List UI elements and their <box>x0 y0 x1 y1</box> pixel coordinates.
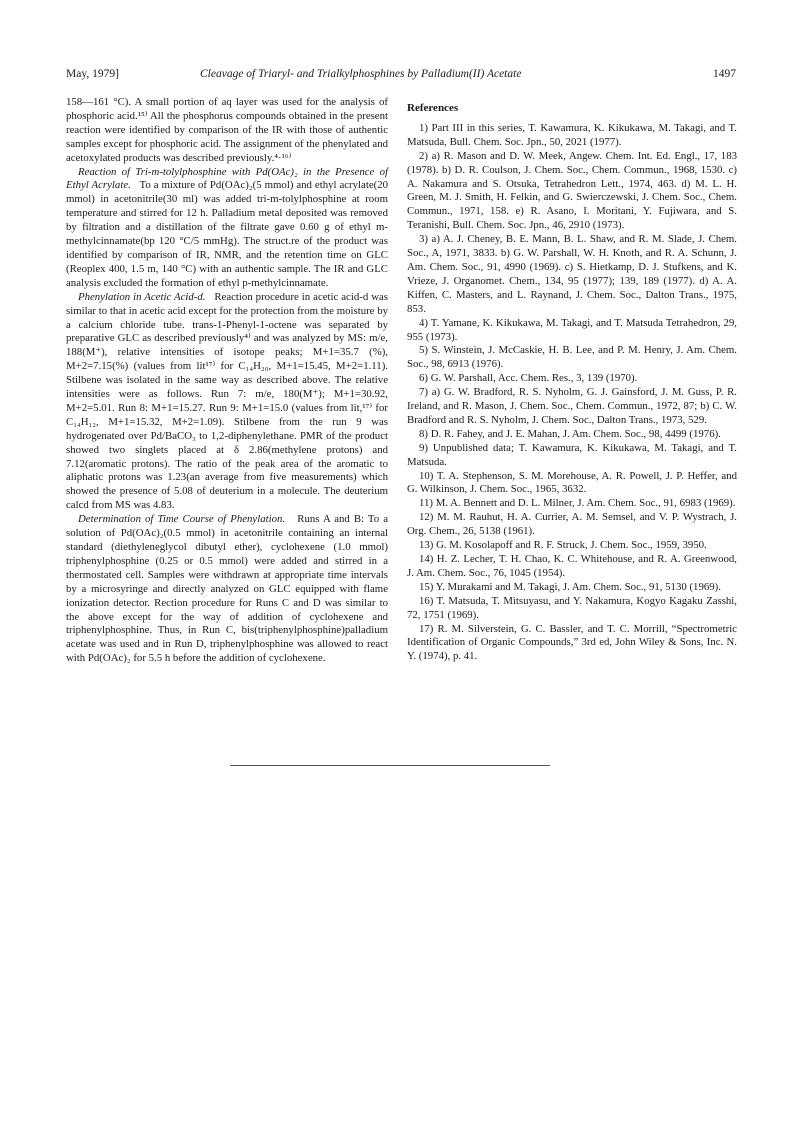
paragraph-time-course <box>66 513 388 666</box>
paragraph-tolylphosphine <box>66 166 388 291</box>
issue-date: May, 1979] <box>66 68 119 80</box>
section-heading-time-course: Determination of Time Course of Phenylation. <box>78 513 286 526</box>
reference-item: 16) T. Matsuda, T. Mitsuyasu, and Y. Nakamura, Kogyo Kagaku Zasshi, 72, 1751 (1969). <box>407 594 737 621</box>
reference-item: 13) G. M. Kosolapoff and R. F. Struck, J. Chem. Soc., 1959, 3950. <box>419 539 707 552</box>
reference-item: 14) H. Z. Lecher, T. H. Chao, K. C. Whitehouse, and R. A. Greenwood, J. Am. Chem. Soc., 76, 1045 (1954). <box>407 553 737 579</box>
section-body-acetic-acid-d: Reaction procedure in acetic acid-d was similar to that in acetic acid except for the protection from the moisture by a calcium chloride tube. trans-1-Phenyl-1-octene was separated by preparative GLC as described previously⁴⁾ and was analyzed by MS: m/e, 188(M⁺), relative intensities of isotope peaks; M+1=35.7 (%), M+2=7.15(%) (values from lit¹⁷⁾ for C₁₄H₂₀, M+1=15.45, M+2=1.11). Stilbene was isolated in the same way as described above. The relative intensities were as follows. Run 7: m/e, 180(M⁺); M+1=30.92, M+2=5.01. Run 8: M+1=15.27. Run 9: M+1=15.0 (values from lit,¹⁷⁾ for C₁₄H₁₂, M+1=15.32, M+2=1.09). Stilbene from the run 9 was hydrogenated over Pd/BaCO₃ to 1,2-diphenylethane. PMR of the product showed two singlets placed at δ 2.86(methylene protons) and 7.12(aromatic protons). The ratio of the peak area of the aromatic to aliphatic protons was 1.23(an average from five measurements) which showed the presence of 5.08 of deuterium in a molecule. The deuterium calcd from MS was 4.83. <box>66 290 388 512</box>
reference-item: 3) a) A. J. Cheney, B. E. Mann, B. L. Shaw, and R. M. Slade, J. Chem. Soc., A, 1971, 3833. b) G. W. Parshall, W. H. Knoth, and R. A. Schunn, J. Am. Chem. Soc., 91, 4990 (1969). c) S. Hietkamp, D. J. Stufkens, and K. Vrieze, J. Organomet. Chem., 134, 95 (1977); 139, 189 (1977). d) A. A. Kiffen, C. Masters, and L. Raynand, J. Chem. Soc., Dalton Trans., 1975, 853. <box>407 233 737 315</box>
section-body-tolylphosphine: To a mixture of Pd(OAc)₂(5 mmol) and ethyl acrylate(20 mmol) in acetonitrile(30 ml) was added tri-m-tolylphosphine at room temperature and stirred for 12 h. Palladium metal deposited was removed by filtration and a distillation of the filtrate gave 0.60 g of ethyl m-methylcinnamate(bp 120 °C/5 mmHg). The struct.re of the product was identified by comparison of IR, NMR, and the retention time on GLC (Reoplex 400, 1.5 m, 140 °C) with an authentic sample. The IR and GLC analysis excluded the formation of ethyl p-methylcinnamate. <box>66 179 389 289</box>
references-list <box>407 122 737 664</box>
section-body-time-course: Runs A and B: To a solution of Pd(OAc)₂(0.5 mmol) in acetonitrile containing an internal standard (diethyleneglycol dibutyl ether), cyclohexene (1.0 mmol) triphenylphosphine (0.25 or 0.5 mmol) were added and stirred in a thermostated cell. Samples were withdrawn at appropriate time intervals by a microsyringe and directly analyzed on GLC equipped with flame ionization detector. Rection procedure for Runs C and D was similar to the above except for the way of addition of cyclohexene and triphenylphosphine. Thus, in Run C, bis(triphenylphosphine)palladium acetate was used and in Run D, triphenylphosphine was allowed to react with Pd(OAc)₂ for 5.5 h before the addition of cyclohexene. <box>66 513 388 665</box>
references-heading: References <box>407 102 459 114</box>
reference-item: 7) a) G. W. Bradford, R. S. Nyholm, G. J. Gainsford, J. M. Guss, P. R. Ireland, and R. Mason, J. Chem. Soc., Chem. Commun., 1972, 87; b) C. W. Bradford and R. S. Nyholm, J. Chem. Soc., Dalton Trans., 1973, 529. <box>407 386 737 426</box>
reference-item: 8) D. R. Fahey, and J. E. Mahan, J. Am. Chem. Soc., 98, 4499 (1976). <box>419 427 721 440</box>
section-heading-acetic-acid-d: Phenylation in Acetic Acid-d. <box>78 290 206 303</box>
reference-item: 6) G. W. Parshall, Acc. Chem. Res., 3, 139 (1970). <box>419 372 638 385</box>
section-heading-tolylphosphine: Reaction of Tri-m-tolylphosphine with Pd(OAc)₂ in the Presence of Ethyl Acrylate. <box>66 165 388 192</box>
paragraph-phosphoric-acid: 158—161 °C). A small portion of aq layer was used for the analysis of phosphoric acid.¹⁵⁾ All the phosphorus compounds obtained in the present reaction were identified by comparison of the IR with those of authentic samples except for phosphoric acid. The assignment of the phenylated and acetoxylated products was described previously.⁴·¹⁶⁾ <box>66 96 388 164</box>
reference-item: 12) M. M. Rauhut, H. A. Currier, A. M. Semsel, and V. P. Wystrach, J. Org. Chem., 26, 5138 (1961). <box>407 511 737 538</box>
reference-item: 10) T. A. Stephenson, S. M. Morehouse, A. R. Powell, J. P. Heffer, and G. Wilkinson, J. Chem. Soc., 1965, 3632. <box>407 469 737 496</box>
reference-item: 9) Unpublished data; T. Kawamura, K. Kikukawa, M. Takagi, and T. Matsuda. <box>407 441 737 468</box>
reference-item: 15) Y. Murakami and M. Takagi, J. Am. Chem. Soc., 91, 5130 (1969). <box>419 580 721 593</box>
running-header <box>66 66 736 82</box>
reference-item: 5) S. Winstein, J. McCaskie, H. B. Lee, and P. M. Henry, J. Am. Chem. Soc., 98, 6913 (1976). <box>407 344 737 371</box>
reference-item: 17) R. M. Silverstein, G. C. Bassler, and T. C. Morrill, “Spectrometric Identification of Organic Compounds,” 3rd ed, John Wiley & Sons, Inc. N. Y. (1974), p. 41. <box>407 622 737 663</box>
reference-item: 2) a) R. Mason and D. W. Meek, Angew. Chem. Int. Ed. Engl., 17, 183 (1978). b) D. R. Coulson, J. Chem. Soc., Chem. Commun., 1968, 1530. c) A. Nakamura and S. Otsuka, Tetrahedron Lett., 1974, 463. d) M. L. H. Green, M. J. Smith, H. Felkin, and G. Swierczewski, J. Chem. Soc., Chem. Commun., 1971, 158. e) R. Asano, I. Moritani, Y. Fujiwara, and S. Teranishi, Bull. Chem. Soc. Jpn., 46, 2910 (1973). <box>407 149 737 232</box>
paragraph-acetic-acid-d <box>66 291 388 514</box>
left-column <box>66 96 388 666</box>
end-of-article-rule <box>230 765 550 766</box>
reference-item: 4) T. Yamane, K. Kikukawa, M. Takagi, and T. Matsuda Tetrahedron, 29, 955 (1973). <box>407 316 737 343</box>
running-title: Cleavage of Triaryl- and Trialkylphosphines by Palladium(II) Acetate <box>200 68 522 80</box>
reference-item: 1) Part III in this series, T. Kawamura, K. Kikukawa, M. Takagi, and T. Matsuda, Bull. Chem. Soc. Jpn., 50, 2021 (1977). <box>407 121 737 148</box>
right-column <box>407 96 737 664</box>
page-number: 1497 <box>713 68 736 80</box>
reference-item: 11) M. A. Bennett and D. L. Milner, J. Am. Chem. Soc., 91, 6983 (1969). <box>419 497 736 510</box>
